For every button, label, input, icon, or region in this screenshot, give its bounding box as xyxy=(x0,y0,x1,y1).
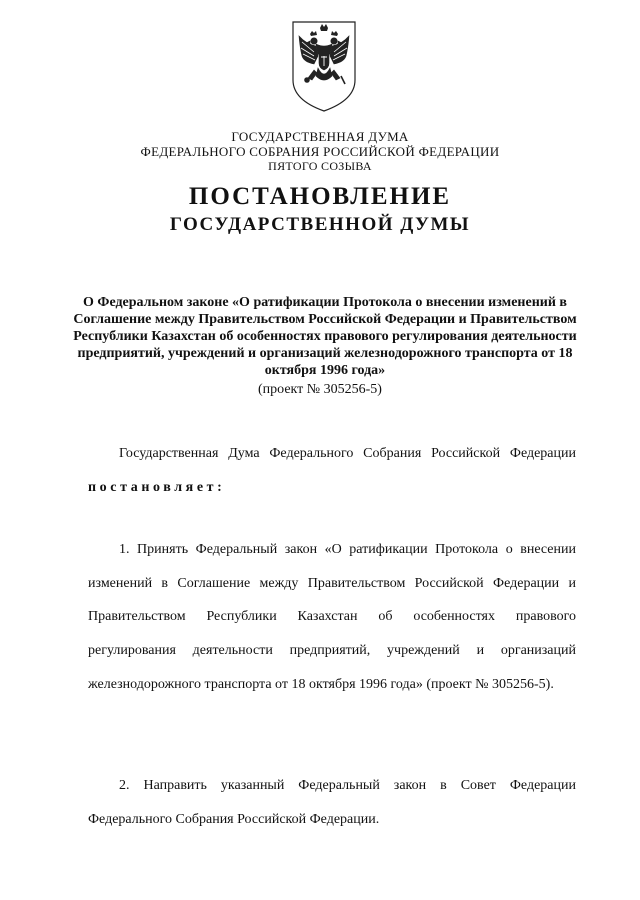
header-line-duma: ГОСУДАРСТВЕННАЯ ДУМА xyxy=(231,129,409,144)
resolution-subject: О Федеральном законе «О ратификации Протокола о внесении изменений в Соглашение между Правительством Российской Федерации и Правительством Республики Казахстан об особенностях правового регулирования деятельности предприятий, учреждений и организаций железнодорожного транспорта от 18 октября 1996 года» xyxy=(73,295,577,378)
project-number: (проект № 305256-5) xyxy=(258,382,382,397)
document-subtitle: ГОСУДАРСТВЕННОЙ ДУМЫ xyxy=(169,214,471,235)
document-title: ПОСТАНОВЛЕНИЕ xyxy=(188,183,452,210)
preamble-text: Государственная Дума Федерального Собрания Российской Федерации xyxy=(119,446,576,461)
coat-of-arms-emblem xyxy=(290,18,358,114)
header-line-assembly: ФЕДЕРАЛЬНОГО СОБРАНИЯ РОССИЙСКОЙ ФЕДЕРАЦИИ xyxy=(140,144,500,159)
resolution-item-2: 2. Направить указанный Федеральный закон в Совет Федерации Федерального Собрания Российской Федерации. xyxy=(88,778,576,827)
header-line-convocation: ПЯТОГО СОЗЫВА xyxy=(268,159,372,173)
crown-icon xyxy=(310,24,338,36)
preamble-verb: постановляет: xyxy=(88,479,226,495)
resolution-item-1: 1. Принять Федеральный закон «О ратификации Протокола о внесении изменений в Соглашение между Правительством Российской Федерации и Правительством Республики Казахстан об особенностях правового регулирования деятельности предприятий, учреждений и организаций железнодорожного транспорта от 18 октября 1996 года» (проект № 305256-5). xyxy=(88,542,576,692)
preamble-paragraph xyxy=(88,437,576,504)
